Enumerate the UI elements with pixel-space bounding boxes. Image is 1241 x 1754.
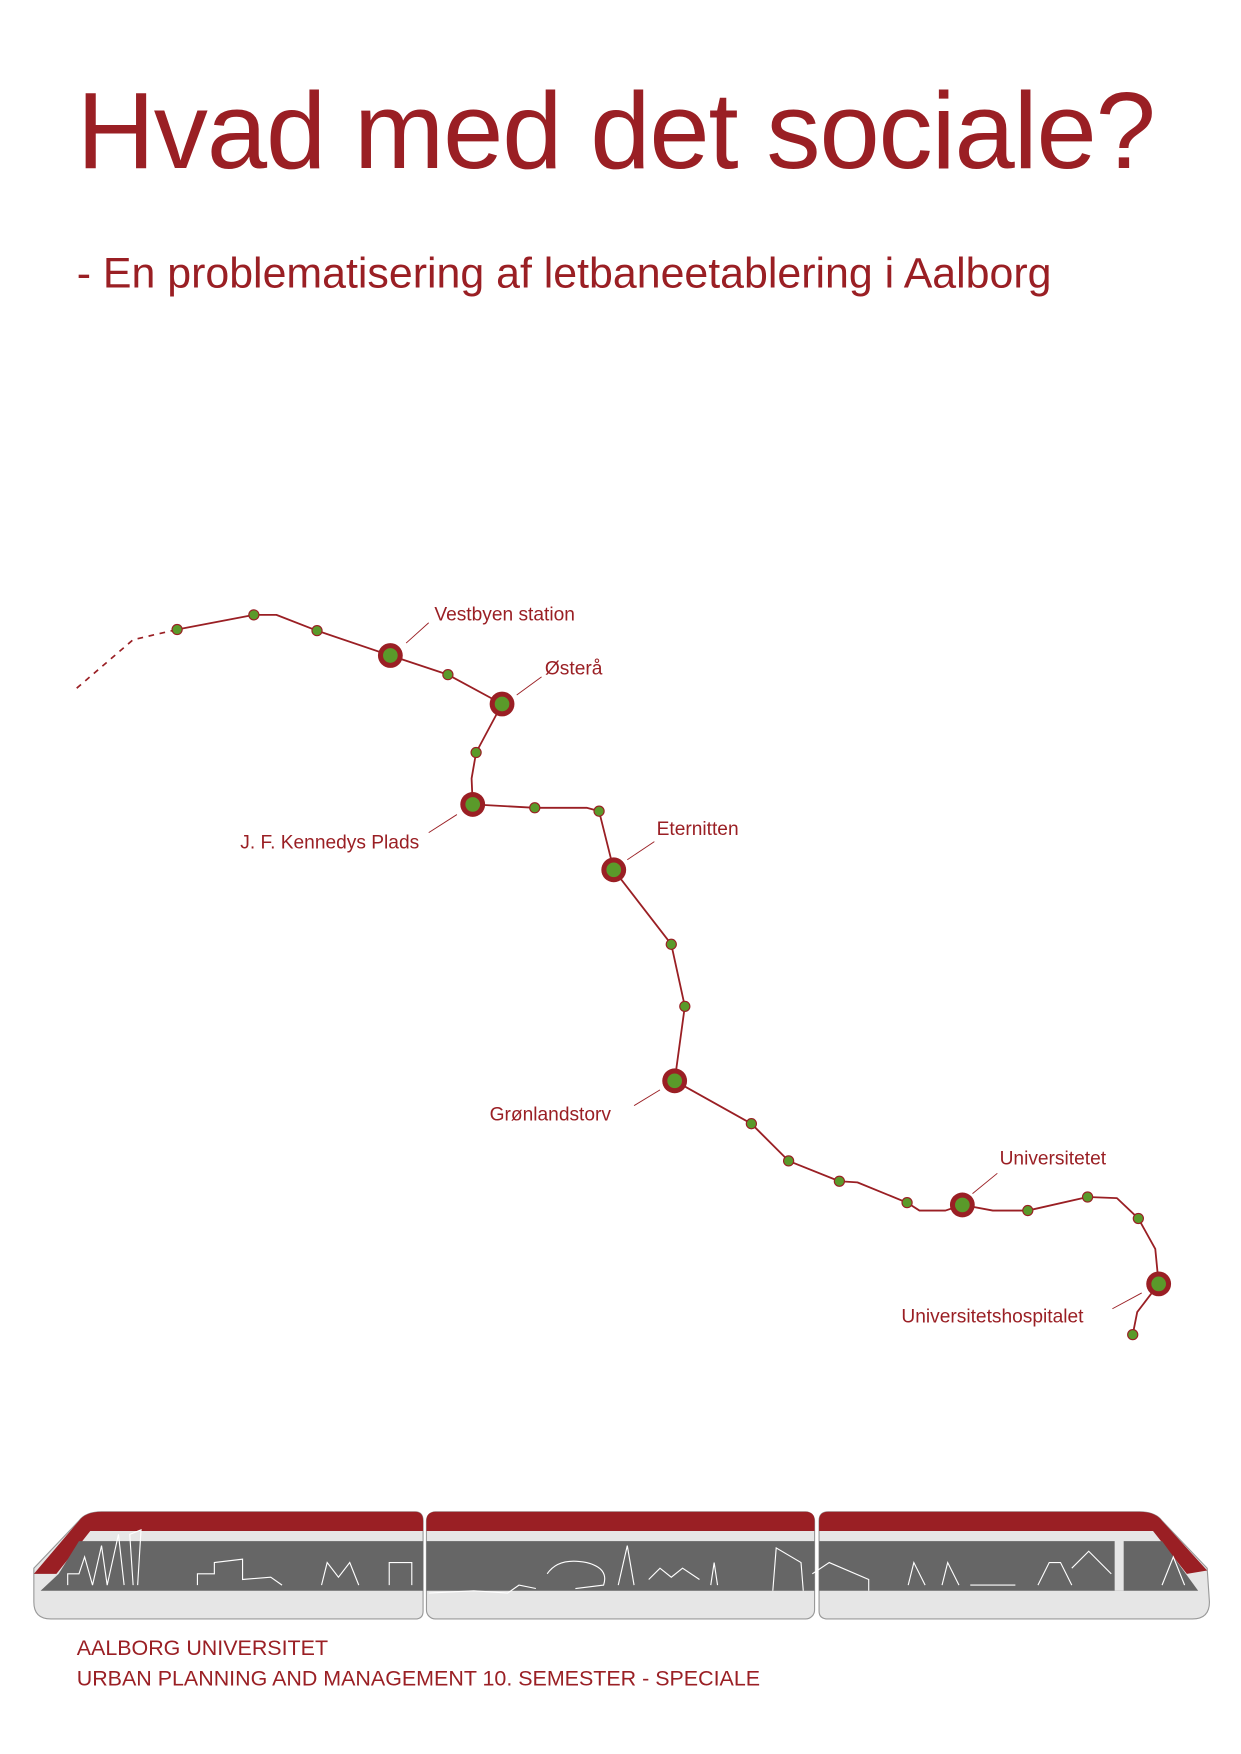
major-station-center — [955, 1198, 970, 1213]
minor-stop-marker — [902, 1198, 912, 1208]
major-station-center — [383, 648, 398, 663]
footer-university: AALBORG UNIVERSITET — [76, 1637, 329, 1661]
tram-car-middle — [426, 1512, 814, 1619]
label-leader-line — [406, 623, 429, 643]
minor-stop-marker — [443, 670, 453, 680]
minor-stop-marker — [471, 747, 481, 757]
minor-stop-marker — [1128, 1330, 1138, 1340]
page-subtitle: - En problematisering af letbaneetablering i Aalborg — [76, 250, 1052, 298]
major-station-center — [667, 1073, 682, 1088]
station-label-gronlandstorv: Grønlandstorv — [489, 1104, 612, 1126]
tram-car-front — [34, 1512, 423, 1619]
minor-stop-marker — [1133, 1213, 1143, 1223]
major-station-center — [495, 697, 510, 712]
tram-car-rear — [819, 1512, 1209, 1619]
minor-stop-marker — [666, 939, 676, 949]
station-label-universitetet: Universitetet — [999, 1148, 1107, 1170]
station-label-universitetshospitalet: Universitetshospitalet — [901, 1306, 1084, 1328]
label-leader-line — [627, 842, 654, 860]
tram-illustration — [34, 1512, 1210, 1619]
label-leader-line — [634, 1090, 660, 1106]
route-stops — [172, 610, 1171, 1340]
route-line — [77, 615, 1159, 1335]
station-label-vestbyen: Vestbyen station — [434, 604, 575, 626]
label-leader-line — [973, 1173, 998, 1193]
minor-stop-marker — [594, 806, 604, 816]
station-label-eternitten: Eternitten — [656, 818, 739, 840]
major-station-center — [465, 797, 480, 812]
minor-stop-marker — [530, 803, 540, 813]
label-leader-line — [517, 677, 542, 695]
minor-stop-marker — [834, 1176, 844, 1186]
minor-stop-marker — [680, 1001, 690, 1011]
route-extension-dashed — [77, 630, 177, 689]
label-leader-line — [1112, 1293, 1141, 1309]
minor-stop-marker — [249, 610, 259, 620]
minor-stop-marker — [746, 1119, 756, 1129]
station-label-jf-kennedys-plads: J. F. Kennedys Plads — [240, 832, 420, 854]
minor-stop-marker — [784, 1156, 794, 1166]
minor-stop-marker — [1083, 1192, 1093, 1202]
major-station-center — [606, 863, 621, 878]
footer-program: URBAN PLANNING AND MANAGEMENT 10. SEMESTER - SPECIALE — [76, 1667, 761, 1692]
station-label-ostera: Østerå — [544, 658, 603, 680]
route-path — [177, 615, 1159, 1335]
major-station-center — [1151, 1277, 1166, 1292]
minor-stop-marker — [312, 626, 322, 636]
minor-stop-marker — [1023, 1205, 1033, 1215]
minor-stop-marker — [172, 624, 182, 634]
page-title: Hvad med det sociale? — [76, 71, 1155, 192]
label-leader-line — [429, 815, 457, 833]
